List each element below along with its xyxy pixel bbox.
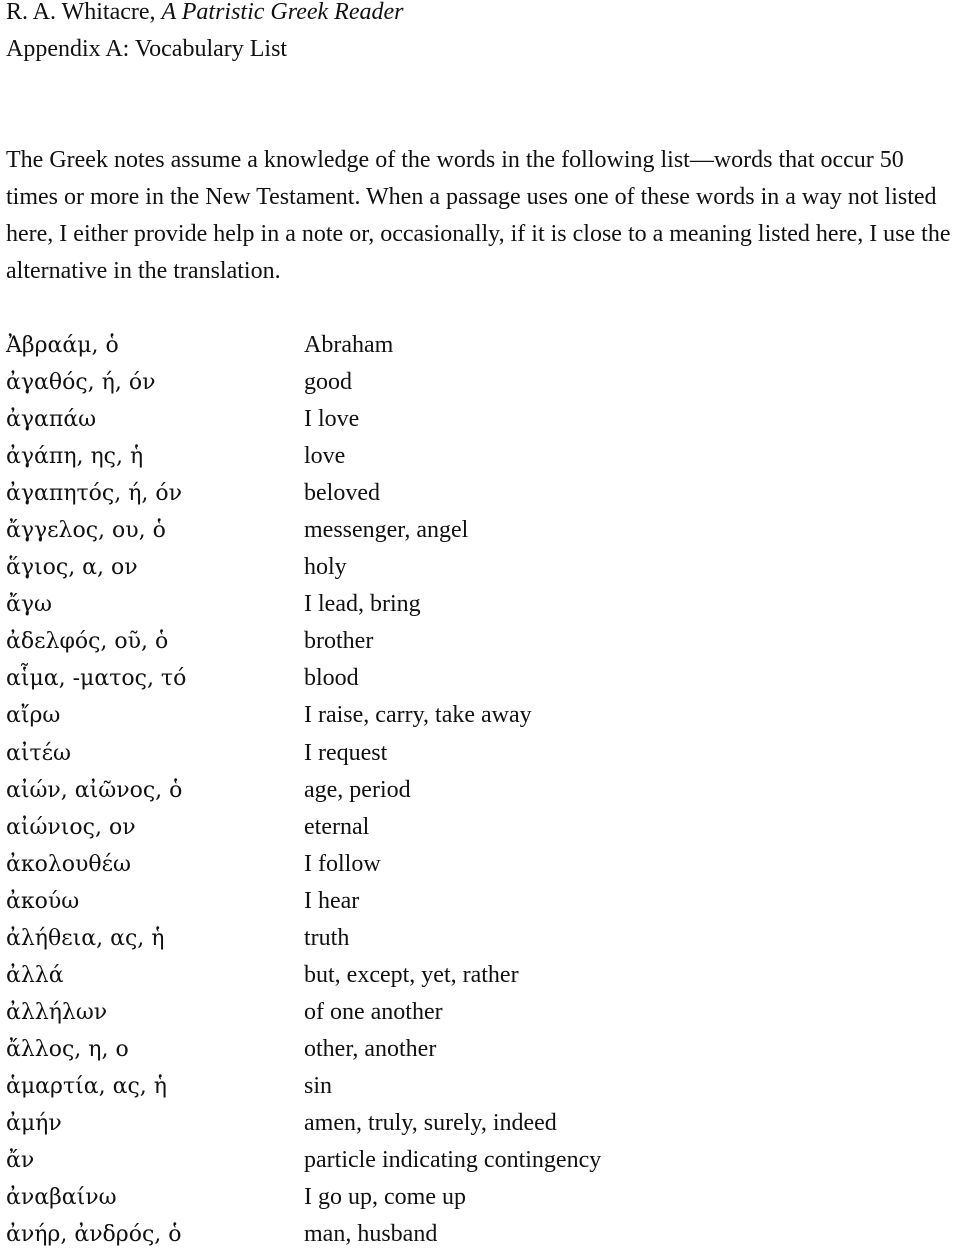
vocabulary-row <box>6 920 956 957</box>
english-gloss: I request <box>304 739 388 766</box>
english-gloss: truth <box>304 924 350 951</box>
greek-term: αἰώνιος, ον <box>6 814 136 840</box>
vocabulary-row <box>6 957 956 994</box>
greek-term: ἀγαπητός, ή, όν <box>6 481 183 507</box>
vocabulary-row <box>6 475 956 512</box>
english-gloss: beloved <box>304 480 380 507</box>
english-gloss: blood <box>304 665 359 692</box>
vocabulary-row <box>6 586 956 623</box>
vocabulary-row <box>6 1142 956 1179</box>
vocabulary-row <box>6 549 956 586</box>
greek-term: ἄν <box>6 1148 35 1174</box>
book-title: A Patristic Greek Reader <box>161 0 404 25</box>
english-gloss: amen, truly, surely, indeed <box>304 1110 557 1136</box>
greek-term: ἀγαπάω <box>6 407 97 433</box>
english-gloss: good <box>304 369 352 396</box>
greek-term: ἀκολουθέω <box>6 851 131 877</box>
english-gloss: of one another <box>304 998 443 1025</box>
greek-term: ἀκούω <box>6 888 80 914</box>
vocabulary-row <box>6 401 956 438</box>
vocabulary-row <box>6 623 956 660</box>
greek-term: ἄγγελος, ου, ὁ <box>6 518 166 544</box>
english-gloss: but, except, yet, rather <box>304 961 519 988</box>
english-gloss: other, another <box>304 1035 437 1062</box>
greek-term: ἀλλήλων <box>6 999 108 1025</box>
vocabulary-row <box>6 660 956 697</box>
vocabulary-row <box>6 994 956 1031</box>
english-gloss: I lead, bring <box>304 591 421 618</box>
english-gloss: particle indicating contingency <box>304 1147 602 1174</box>
english-gloss: holy <box>304 554 347 581</box>
greek-term: ἀδελφός, οῦ, ὁ <box>6 629 169 655</box>
vocabulary-row <box>6 1031 956 1068</box>
english-gloss: I go up, come up <box>304 1184 466 1211</box>
vocabulary-row <box>6 846 956 883</box>
greek-term: ἁμαρτία, ας, ἡ <box>6 1073 167 1099</box>
vocabulary-row <box>6 1216 956 1253</box>
english-gloss: Abraham <box>304 332 394 359</box>
english-gloss: man, husband <box>304 1221 438 1248</box>
english-gloss: age, period <box>304 776 411 803</box>
english-gloss: I love <box>304 406 360 433</box>
english-gloss: I raise, carry, take away <box>304 702 532 729</box>
english-gloss: I hear <box>304 887 360 914</box>
vocabulary-row <box>6 735 956 772</box>
english-gloss: I follow <box>304 850 381 877</box>
vocabulary-row <box>6 1105 956 1142</box>
english-gloss: messenger, angel <box>304 517 469 544</box>
greek-term: αἴρω <box>6 703 61 729</box>
greek-term: αἰών, αἰῶνος, ὁ <box>6 777 183 803</box>
greek-term: ἀγαθός, ή, όν <box>6 370 156 396</box>
vocabulary-row <box>6 883 956 920</box>
vocabulary-row <box>6 1179 956 1216</box>
greek-term: ἄγω <box>6 592 52 618</box>
header-author-line <box>6 0 956 31</box>
vocabulary-list <box>6 327 956 1253</box>
vocabulary-row <box>6 809 956 846</box>
greek-term: Ἀβραάμ, ὁ <box>6 333 119 359</box>
greek-term: ἅγιος, α, ον <box>6 555 138 581</box>
author-name: R. A. Whitacre, <box>6 0 162 25</box>
greek-term: ἀμήν <box>6 1111 62 1136</box>
greek-term: αἷμα, -ματος, τό <box>6 666 187 692</box>
english-gloss: love <box>304 443 346 470</box>
english-gloss: sin <box>304 1072 333 1099</box>
greek-term: ἄλλος, η, ο <box>6 1036 129 1062</box>
vocabulary-row <box>6 327 956 364</box>
vocabulary-row <box>6 1068 956 1105</box>
greek-term: ἀλλά <box>6 962 64 988</box>
intro-paragraph: The Greek notes assume a knowledge of the words in the following list—words that occur 50 times or more in the New Testament. When a passage uses one of these words in a way not listed here, I either provide help in a note or, occasionally, if it is close to a meaning listed here, I use the alternative in the translation. <box>6 147 951 284</box>
english-gloss: eternal <box>304 813 370 840</box>
header-subtitle: Appendix A: Vocabulary List <box>6 36 288 62</box>
vocabulary-row <box>6 772 956 809</box>
greek-term: ἀλήθεια, ας, ἡ <box>6 925 165 951</box>
vocabulary-row <box>6 438 956 475</box>
greek-term: αἰτέω <box>6 740 71 766</box>
document-page <box>6 0 956 1248</box>
vocabulary-row <box>6 364 956 401</box>
greek-term: ἀνήρ, ἀνδρός, ὁ <box>6 1222 182 1248</box>
greek-term: ἀγάπη, ης, ἡ <box>6 444 144 470</box>
vocabulary-row <box>6 512 956 549</box>
vocabulary-row <box>6 697 956 734</box>
english-gloss: brother <box>304 628 374 655</box>
greek-term: ἀναβαίνω <box>6 1185 117 1211</box>
